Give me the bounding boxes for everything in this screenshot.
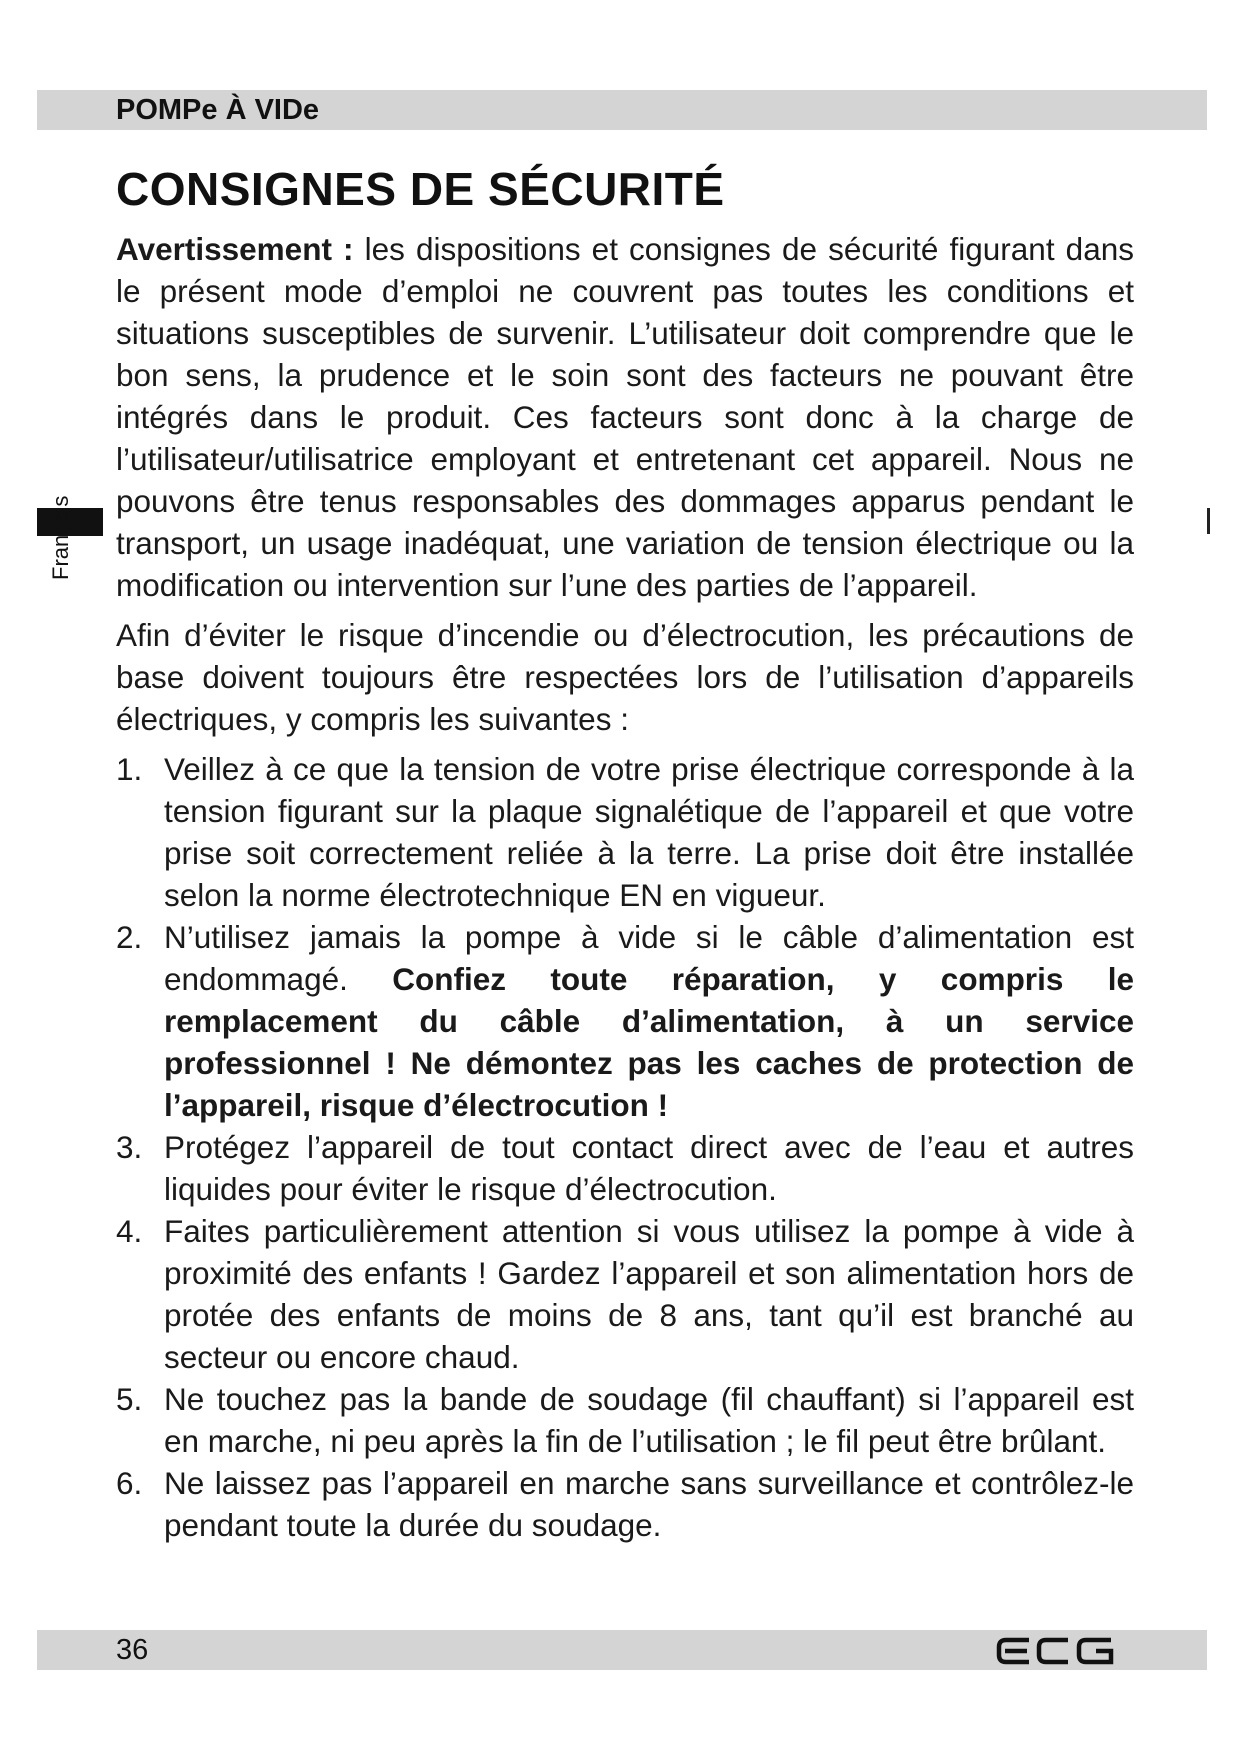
precautions-intro: Afin d’éviter le risque d’incendie ou d’électrocution, les précautions de base doivent toujours être respectées lors de l’utilisation d’appareils électriques, y compris les suivantes : <box>116 617 1134 737</box>
list-item-text: Protégez l’appareil de tout contact direct avec de l’eau et autres liquides pour éviter le risque d’électrocution. <box>164 1129 1134 1207</box>
list-item-number: 3. <box>116 1129 143 1165</box>
list-item-bold-text: Confiez toute réparation, y compris le remplacement du câble d’alimentation, à un service professionnel ! Ne démontez pas les caches de protection de l’appareil, risque d’électrocution ! <box>164 961 1134 1123</box>
list-item <box>116 1462 1134 1546</box>
language-side-label: Français <box>48 495 73 580</box>
list-item <box>116 916 1134 1126</box>
warning-paragraph <box>116 228 1134 606</box>
warning-text: les dispositions et consignes de sécurité figurant dans le présent mode d’emploi ne couvrent pas toutes les conditions et situations susceptibles de survenir. L’utilisateur doit comprendre que le bon sens, la prudence et le soin sont des facteurs ne pouvant être intégrés dans le produit. Ces facteurs sont donc à la charge de l’utilisateur/utilisatrice employant et entretenant cet appareil. Nous ne pouvons être tenus responsables des dommages apparus pendant le transport, un usage inadéquat, une variation de tension électrique ou la modification ou intervention sur l’une des parties de l’appareil. <box>116 231 1134 603</box>
safety-content <box>116 228 1134 1546</box>
list-item <box>116 748 1134 916</box>
ecg-logo <box>996 1636 1116 1666</box>
list-item <box>116 1210 1134 1378</box>
list-item <box>116 1378 1134 1462</box>
page-number: 36 <box>116 1634 149 1666</box>
list-item-text: N’utilisez jamais la pompe à vide si le câble d’alimentation est endommagé. <box>164 919 1134 997</box>
right-edge-marker <box>1207 508 1210 534</box>
list-item-text: Ne touchez pas la bande de soudage (fil chauffant) si l’appareil est en marche, ni peu après la fin de l’utilisation ; le fil peut être brûlant. <box>164 1381 1134 1459</box>
warning-label: Avertissement : <box>116 231 354 267</box>
list-item-number: 2. <box>116 919 143 955</box>
list-item-number: 4. <box>116 1213 143 1249</box>
list-item-text: Veillez à ce que la tension de votre prise électrique corresponde à la tension figurant sur la plaque signalétique de l’appareil et que votre prise soit correctement reliée à la terre. La prise doit être installée selon la norme électrotechnique EN en vigueur. <box>164 751 1134 913</box>
page-title: CONSIGNES DE SÉCURITÉ <box>116 163 725 215</box>
list-item-number: 6. <box>116 1465 143 1501</box>
list-item <box>116 1126 1134 1210</box>
safety-rules-list <box>116 748 1134 1546</box>
list-item-number: 5. <box>116 1381 143 1417</box>
list-item-text: Faites particulièrement attention si vous utilisez la pompe à vide à proximité des enfants ! Gardez l’appareil et son alimentation hors de protée des enfants de moins de 8 ans, tant qu’il est branché au secteur ou encore chaud. <box>164 1213 1134 1375</box>
list-item-number: 1. <box>116 751 143 787</box>
list-item-text: Ne laissez pas l’appareil en marche sans surveillance et contrôlez-le pendant toute la durée du soudage. <box>164 1465 1134 1543</box>
header-title: POMPe À VIDe <box>116 94 320 126</box>
